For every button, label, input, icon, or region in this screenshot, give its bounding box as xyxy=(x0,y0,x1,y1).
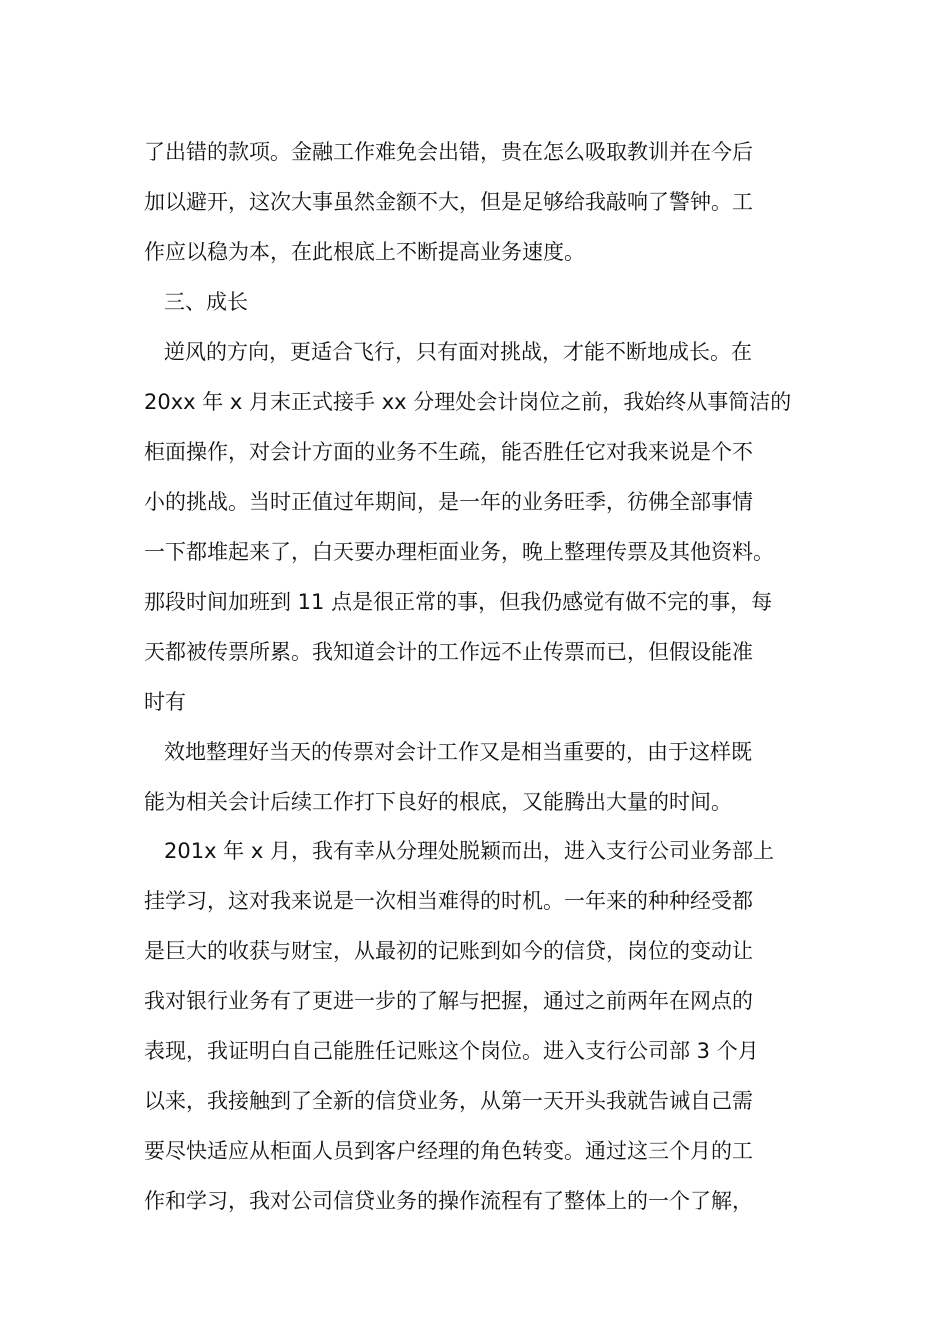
text-line: 柜面操作，对会计方面的业务不生疏，能否胜任它对我来说是个不 xyxy=(144,440,753,464)
text-line: 效地整理好当天的传票对会计工作又是相当重要的，由于这样既 xyxy=(164,740,752,764)
text-line: 一下都堆起来了，白天要办理柜面业务，晚上整理传票及其他资料。 xyxy=(144,540,774,564)
text-line: 要尽快适应从柜面人员到客户经理的角色转变。通过这三个月的工 xyxy=(144,1139,753,1163)
text-line: 天都被传票所累。我知道会计的工作远不止传票而已，但假设能准 xyxy=(144,640,753,664)
text-line: 201x 年 x 月，我有幸从分理处脱颖而出，进入支行公司业务部上 xyxy=(164,839,774,863)
text-line: 时有 xyxy=(144,690,186,714)
text-line: 20xx 年 x 月末正式接手 xx 分理处会计岗位之前，我始终从事简洁的 xyxy=(144,390,792,414)
text-line: 加以避开，这次大事虽然金额不大，但是足够给我敲响了警钟。工 xyxy=(144,190,753,214)
text-line: 是巨大的收获与财宝，从最初的记账到如今的信贷，岗位的变动让 xyxy=(144,939,753,963)
text-line: 能为相关会计后续工作打下良好的根底，又能腾出大量的时间。 xyxy=(144,790,732,814)
text-line: 那段时间加班到 11 点是很正常的事，但我仍感觉有做不完的事，每 xyxy=(144,590,773,614)
text-line: 逆风的方向，更适合飞行，只有面对挑战，才能不断地成长。在 xyxy=(164,340,752,364)
text-line: 以来，我接触到了全新的信贷业务，从第一天开头我就告诫自己需 xyxy=(144,1089,753,1113)
text-line: 小的挑战。当时正值过年期间，是一年的业务旺季，彷佛全部事情 xyxy=(144,490,753,514)
text-line: 作应以稳为本，在此根底上不断提高业务速度。 xyxy=(144,240,585,264)
text-line: 挂学习，这对我来说是一次相当难得的时机。一年来的种种经受都 xyxy=(144,889,753,913)
section-heading: 三、成长 xyxy=(164,290,248,314)
text-line: 我对银行业务有了更进一步的了解与把握，通过之前两年在网点的 xyxy=(144,989,753,1013)
text-line: 了出错的款项。金融工作难免会出错，贵在怎么吸取教训并在今后 xyxy=(144,140,753,164)
text-line: 表现，我证明白自己能胜任记账这个岗位。进入支行公司部 3 个月 xyxy=(144,1039,759,1063)
text-line: 作和学习，我对公司信贷业务的操作流程有了整体上的一个了解， xyxy=(144,1189,753,1213)
